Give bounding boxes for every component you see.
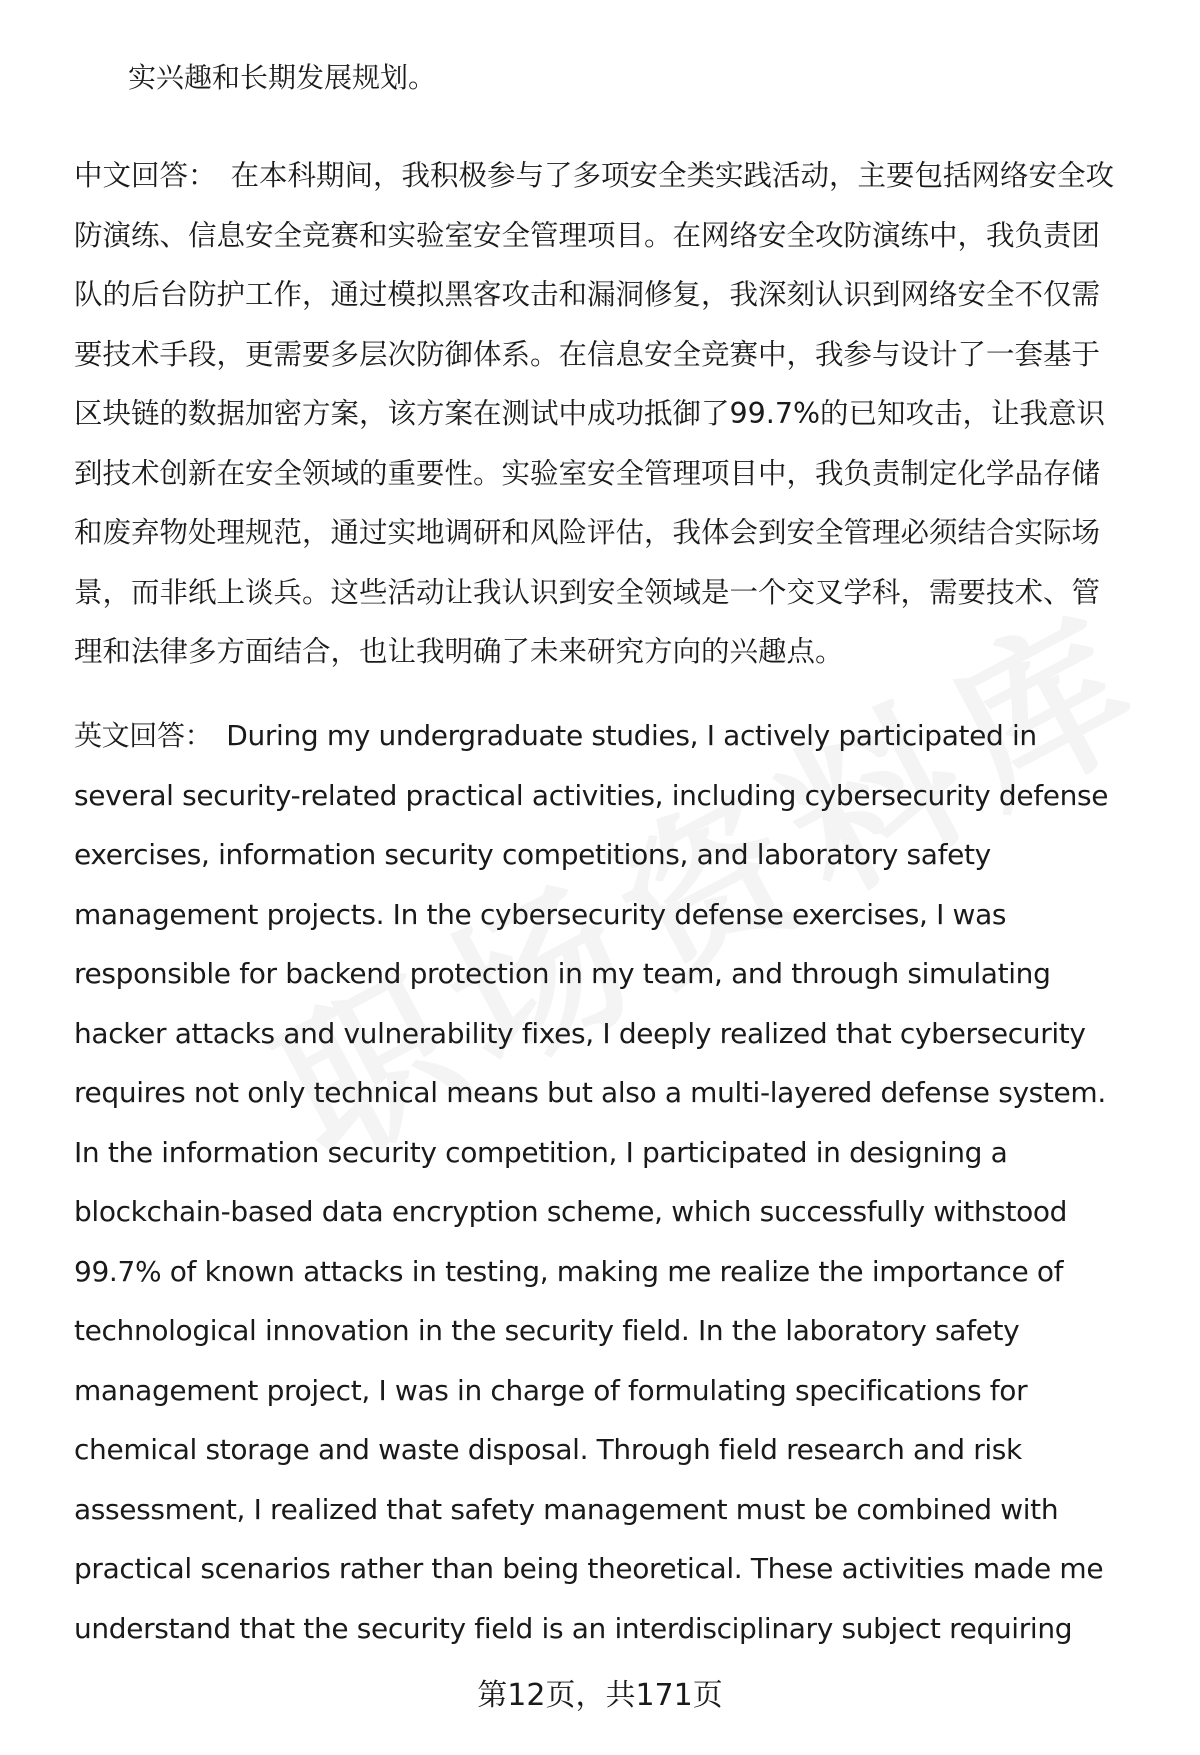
english-answer-line: 英文回答： During my undergraduate studies, I actively participated in — [74, 719, 1037, 752]
english-answer-line: In the information security competition, I participated in designing a — [74, 1135, 1008, 1169]
english-answer-line: responsible for backend protection in my team, and through simulating — [74, 957, 1051, 990]
chinese-answer-line: 队的后台防护工作，通过模拟黑客攻击和漏洞修复，我深刻认识到网络安全不仅需 — [74, 278, 1101, 311]
chinese-answer-line: 理和法律多方面结合，也让我明确了未来研究方向的兴趣点。 — [74, 635, 844, 668]
english-answer-paragraph — [74, 706, 1164, 1658]
english-answer-label: 英文回答： — [74, 719, 213, 752]
english-answer-line: blockchain-based data encryption scheme, which successfully withstood — [74, 1195, 1068, 1228]
english-answer-line: chemical storage and waste disposal. Through field research and risk — [74, 1433, 1022, 1466]
english-answer-line: requires not only technical means but also a multi-layered defense system. — [74, 1076, 1106, 1109]
english-answer-line: exercises, information security competitions, and laboratory safety — [74, 838, 991, 871]
chinese-answer-paragraph — [74, 146, 1154, 682]
chinese-answer-line: 中文回答： 在本科期间，我积极参与了多项安全类实践活动，主要包括网络安全攻 — [74, 159, 1115, 192]
english-answer-line: management project, I was in charge of formulating specifications for — [74, 1373, 1028, 1407]
english-answer-line: management projects. In the cybersecurity defense exercises, I was — [74, 897, 1007, 931]
chinese-answer-line: 要技术手段，更需要多层次防御体系。在信息安全竞赛中，我参与设计了一套基于 — [74, 337, 1101, 371]
english-answer-line: hacker attacks and vulnerability fixes, I deeply realized that cybersecurity — [74, 1016, 1086, 1050]
english-answer-line: understand that the security field is an interdisciplinary subject requiring — [74, 1611, 1073, 1645]
english-answer-line: several security-related practical activities, including cybersecurity defense — [74, 778, 1109, 812]
english-answer-line: assessment, I realized that safety management must be combined with — [74, 1492, 1059, 1526]
chinese-answer-line: 和废弃物处理规范，通过实地调研和风险评估，我体会到安全管理必须结合实际场 — [74, 516, 1101, 549]
english-answer-line: practical scenarios rather than being theoretical. These activities made me — [74, 1552, 1104, 1585]
chinese-answer-label: 中文回答： — [74, 159, 217, 192]
chinese-answer-line: 到技术创新在安全领域的重要性。实验室安全管理项目中，我负责制定化学品存储 — [74, 456, 1101, 490]
page-indicator: 第12页，共171页 — [477, 1678, 723, 1713]
english-answer-line: technological innovation in the security field. In the laboratory safety — [74, 1314, 1020, 1347]
chinese-answer-line: 景，而非纸上谈兵。这些活动让我认识到安全领域是一个交叉学科，需要技术、管 — [74, 575, 1101, 609]
chinese-answer-line: 防演练、信息安全竞赛和实验室安全管理项目。在网络安全攻防演练中，我负责团 — [74, 218, 1101, 252]
continued-text-line: 实兴趣和长期发展规划。 — [128, 61, 437, 94]
english-answer-line: 99.7% of known attacks in testing, making me realize the importance of — [74, 1254, 1064, 1288]
chinese-answer-line: 区块链的数据加密方案，该方案在测试中成功抵御了99.7%的已知攻击，让我意识 — [74, 397, 1106, 430]
